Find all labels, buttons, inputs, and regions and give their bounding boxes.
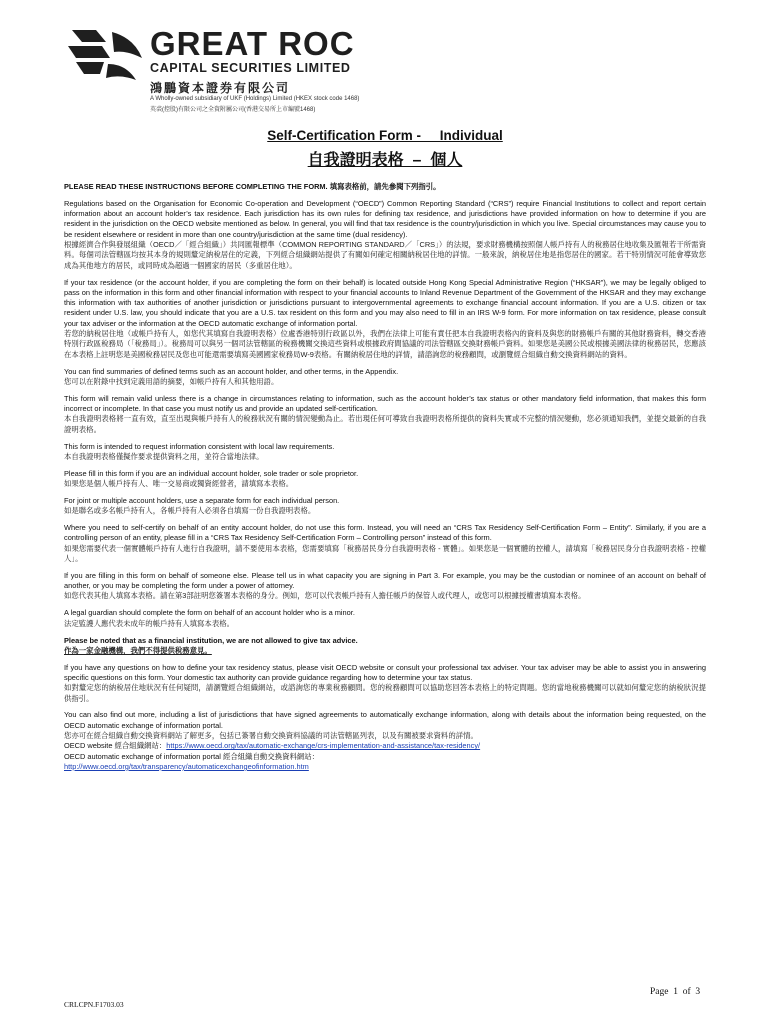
company-logo — [62, 24, 442, 113]
paragraph-9-en: If you are filling in this form on behalf of someone else. Please tell us in what capacity you are signing in Part 3. For example, you may be the custodian or nominee of an account on behalf of another, or you may be completing the form under a power of attorney. — [64, 570, 706, 591]
paragraph-2-en: If your tax residence (or the account holder, if you are completing the form on their behalf) is located outside Hong Kong Special Administrative Region (“HKSAR”), we may be legally obliged to pass on the information in this form and other financial information with respect to your financial accounts to Inland Revenue Department of the Government of the HKSAR and they may exchange this information with tax authorities of another jurisdiction or jurisdictions pursuant to intergovernmental agreements to exchange financial account information. If you are a U.S. citizen or tax resident under U.S. law, you should indicate that you are a U.S. tax resident on this form and you may also need to fill in an IRS W-9 form. For more information on tax residence, please consult your tax adviser or the information at the OECD automatic exchange of information portal. — [64, 277, 706, 328]
paragraph-8-zh: 如果您需要代表一個實體帳戶持有人進行自我證明，請不要使用本表格，您需要填寫「稅務居民身分自我證明表格 - 實體」。如果您是一個實體的控權人，請填寫「稅務居民身分自我證明表格 - 控權人」。 — [64, 543, 706, 563]
oecd-website-link[interactable]: https://www.oecd.org/tax/automatic-exchange/crs-implementation-and-assistance/tax-residency/ — [166, 741, 481, 751]
form-code: CRLCPN.F1703.03 — [64, 1000, 124, 1009]
paragraph-5-en: This form is intended to request information consistent with local law requirements. — [64, 441, 335, 451]
form-title-en: Self-Certification Form - Individual — [267, 128, 503, 143]
instructions-heading-zh: 填寫表格前，請先參閱下列指引。 — [329, 182, 441, 191]
paragraph-9-zh: 如您代表其他人填寫本表格。請在第3部註明您簽署本表格的身分。例如，您可以代表帳戶持有人擔任帳戶的保管人或代理人，或您可以根據授權書填寫本表格。 — [64, 591, 586, 601]
paragraph-2-zh: 若您的納稅居住地（或帳戶持有人，如您代其填寫自我證明表格）位處香港特別行政區以外，我們在法律上可能有責任把本自我證明表格內的資料及與您的財務帳戶有關的其他財務資料，轉交香港特別行政區稅務局（「稅務局」）。稅務局可以與另一個司法管轄區的稅務機關交換這些資料或根據政府間協議的司法管轄區交換財務帳戶資料。如果您是美國公民或根據美國法律的稅務居民，您應該在本表格上註明您是美國稅務居民及您也可能還需要填寫美國國家稅務局W-9表格。有關納稅居住地的詳情，請諮詢您的稅務顧問，或瀏覽經合組織自動交換資料網站的資料。 — [64, 329, 706, 359]
oecd-portal-label: OECD automatic exchange of information portal 經合組織自動交換資料網站： — [64, 751, 320, 761]
paragraph-11-zh: 作為一家金融機構，我們不得提供稅務意見。 — [64, 645, 212, 655]
brand-name: GREAT ROC — [150, 25, 355, 62]
paragraph-13-en: You can also find out more, including a list of jurisdictions that have signed agreements to automatically exchange information, along with details about the information being requested, on the OECD automatic exchange of information portal. — [64, 710, 706, 730]
paragraph-8-en: Where you need to self-certify on behalf of an entity account holder, do not use this form. Instead, you will need an “CRS Tax Residency Self-Certification Form – Entity”. Similarly, if you are a controlling person of an entity, please fill in a “CRS Tax Residency Self-Certification Form – Controlling person” instead of this form. — [64, 523, 706, 543]
brand-subtitle: CAPITAL SECURITIES LIMITED — [150, 61, 351, 75]
paragraph-13-zh: 您亦可在經合組織自動交換資料網站了解更多，包括已簽署自動交換資料協議的司法管轄區列表，以及有關被要求資料的詳情。 — [64, 731, 478, 741]
paragraph-1-en: Regulations based on the Organisation for Economic Co-operation and Development (“OECD”) Common Reporting Standard (“CRS”) require Financial Institutions to collect and report certain information about an account holder’s tax residence. Each jurisdiction has its own rules for defining tax residence, and jurisdictions have provided information on how to determine if you are resident in the jurisdiction on the OECD website mentioned as below. In general, you will find that tax residence is the country/jurisdiction in which you live. Special circumstances may cause you to be resident elsewhere or resident in more than one country/jurisdiction at the same time (dual residency). — [64, 198, 706, 239]
page-number: Page 1 of 3 — [650, 987, 701, 997]
oecd-portal-line — [64, 762, 706, 772]
oecd-website-label: OECD website 經合組織網站： — [64, 741, 167, 751]
oecd-website-line — [64, 741, 706, 751]
instructions-heading-en: PLEASE READ THESE INSTRUCTIONS BEFORE COMPLETING THE FORM. — [64, 182, 328, 191]
subsidiary-note-en: A Wholly-owned subsidiary of UKF (Holdings) Limited (HKEX stock code 1468) — [150, 96, 360, 102]
oecd-portal-link[interactable]: http://www.oecd.org/tax/transparency/automaticexchangeofinformation.htm — [64, 761, 309, 771]
paragraph-10-en: A legal guardian should complete the form on behalf of an account holder who is a minor. — [64, 608, 355, 618]
paragraph-11-en: Please be noted that as a financial institution, we are not allowed to give tax advice. — [64, 635, 358, 645]
subsidiary-note-zh: 英裘(控股)有限公司之全資附屬公司(香港交易所上市編號1468) — [150, 107, 316, 113]
paragraph-12-zh: 如對釐定您的納稅居住地狀況有任何疑問，請瀏覽經合組織網站，或諮詢您的專業稅務顧問。您的稅務顧問可以協助您回答本表格上的特定問題。您的當地稅務機關可以就如何釐定您的納稅狀況提供指引。 — [64, 683, 706, 703]
paragraph-1-zh: 根據經濟合作與發展組織（OECD／「經合組織」）共同匯報標準（COMMON REPORTING STANDARD／「CRS」）的法規，要求財務機構按照個人帳戶持有人的稅務居住地收集及匯報若干所需資料。每個司法管轄區均按其本身的規則釐定納稅居住的定義，下列經合組織網站提供了有關如何確定相關納稅居住地的詳情。一般來說，納稅居住地是指您居住的國家。若干特別情況可能會導致您成為其他地方的居民，或同時成為超過一個國家的居民（多重居住地）。 — [64, 240, 706, 270]
paragraph-12-en: If you have any questions on how to define your tax residency status, please visit OECD website or consult your professional tax adviser. Your tax adviser may be able to assist you in answering specific questions on this form. Your domestic tax authority can provide guidance regarding how to determine your tax status. — [64, 662, 706, 682]
instructions-heading — [64, 182, 706, 192]
paragraph-10-zh: 法定監護人應代表未成年的帳戶持有人填寫本表格。 — [64, 618, 234, 628]
paragraph-3-en: You can find summaries of defined terms such as an account holder, and other terms, in the Appendix. — [64, 366, 399, 376]
paragraph-4-en: This form will remain valid unless there is a change in circumstances relating to information, such as the account holder’s tax status or other mandatory field information, that makes this form incorrect or incomplete. In that case you must notify us and provide an updated self-certification. — [64, 393, 706, 414]
instructions-body — [64, 182, 706, 772]
brand-chinese-name: 鴻鵬資本證券有限公司 — [150, 81, 291, 95]
paragraph-6-en: Please fill in this form if you are an individual account holder, sole trader or sole proprietor. — [64, 468, 359, 478]
form-title-zh: 自我證明表格 – 個人 — [307, 152, 463, 169]
paragraph-5-zh: 本自我證明表格僅擬作要求提供資料之用，並符合當地法律。 — [64, 451, 264, 461]
paragraph-4-zh: 本自我證明表格將一直有效，直至出現與帳戶持有人的稅務狀況有關的情況變動為止。若出現任何可導致自我證明表格所提供的資料失實或不完整的情況變動，您必須通知我們，並提交最新的自我證明表格。 — [64, 414, 706, 434]
paragraph-7-zh: 如是聯名或多名帳戶持有人，各帳戶持有人必須各自填寫一份自我證明表格。 — [64, 506, 316, 516]
great-roc-emblem-icon — [62, 24, 146, 96]
paragraph-3-zh: 您可以在附錄中找到定義用語的摘要，如帳戶持有人和其他用語。 — [64, 376, 279, 386]
paragraph-7-en: For joint or multiple account holders, use a separate form for each individual person. — [64, 495, 340, 505]
paragraph-6-zh: 如果您是個人帳戶持有人、唯一交易商或獨資經營者，請填寫本表格。 — [64, 478, 294, 488]
